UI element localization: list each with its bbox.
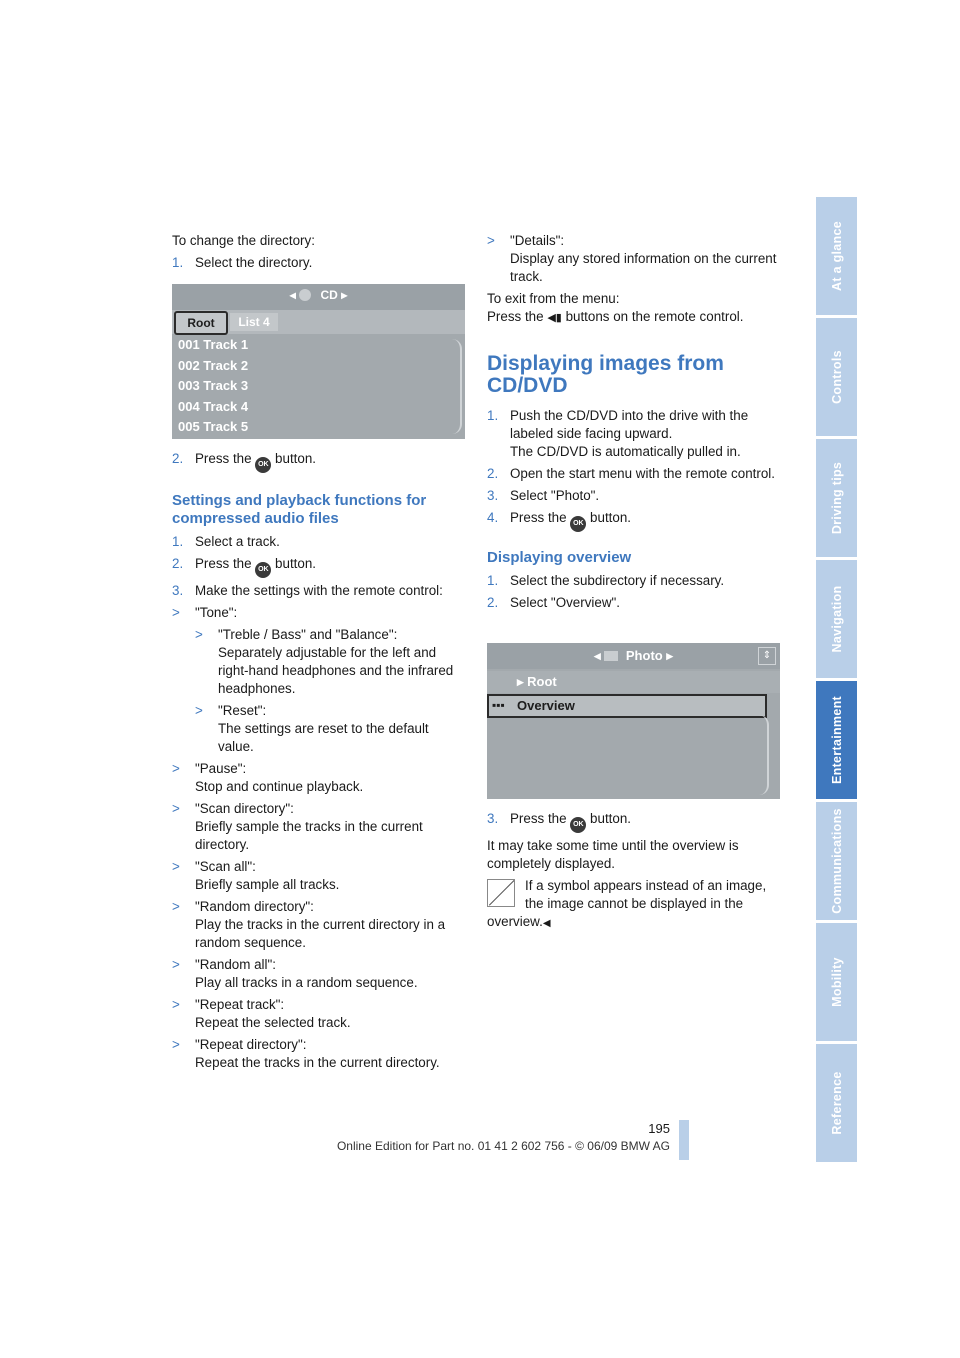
bullet-tone: > "Tone": (172, 605, 238, 620)
note-overview-time: It may take some time until the overview is completely displayed. (487, 838, 739, 871)
bullet-scan-directory: > "Scan directory": Briefly sample the tracks in the current directory. (172, 801, 423, 852)
tab-at-a-glance[interactable]: At a glance (816, 197, 857, 315)
bullet-pause: > "Pause": Stop and continue playback. (172, 761, 364, 794)
tab-reference[interactable]: Reference (816, 1044, 857, 1162)
track-row[interactable]: 003 Track 3 (178, 378, 249, 393)
bullet-random-directory: > "Random directory": Play the tracks in the current directory in a random sequence. (172, 899, 446, 950)
column-right-rest (487, 810, 782, 933)
subheading-overview: Displaying overview (487, 549, 632, 566)
overview-step-2: 2. Select "Overview". (487, 595, 620, 610)
photo-icon (604, 651, 618, 661)
sub-bullet-reset: > "Reset": The settings are reset to the default value. (195, 703, 429, 754)
image-step-3: 3. Select "Photo". (487, 488, 600, 503)
track-row[interactable]: 002 Track 2 (178, 358, 249, 373)
right-arrow-icon: ▸ (341, 288, 348, 302)
bullet-repeat-track: > "Repeat track": Repeat the selected track. (172, 997, 351, 1030)
overview-step-1: 1. Select the subdirectory if necessary. (487, 573, 725, 588)
ok-button-icon: OK (255, 457, 271, 473)
tab-communications[interactable]: Communications (816, 802, 857, 920)
screen-header: ◂ Photo ▸ (594, 648, 673, 663)
settings-step-1: 1. Select a track. (172, 534, 280, 549)
intro-text: To change the directory: (172, 233, 315, 248)
step-2: 2. Press the OK button. (172, 450, 467, 473)
root-row[interactable]: ▸ Root (487, 671, 780, 693)
exit-intro: To exit from the menu: (487, 291, 620, 306)
bullet-random-all: > "Random all": Play all tracks in a random sequence. (172, 957, 418, 990)
tab-driving-tips[interactable]: Driving tips (816, 439, 857, 557)
grid-icon: ▪▪▪ (492, 698, 505, 712)
screen-header: ◂ CD ▸ (289, 288, 348, 302)
overview-step-3: 3. Press the OK button. (487, 810, 782, 833)
column-right (487, 232, 782, 612)
section-heading-compressed: Settings and playback functions for compressed audio files (172, 492, 427, 527)
breadcrumb-root[interactable]: Root (174, 311, 228, 335)
image-step-4: 4. Press the OK button. (487, 509, 782, 532)
photo-overview-screen (487, 643, 780, 799)
scroll-arc (452, 339, 462, 434)
overview-row-selected[interactable]: ▪▪▪ Overview (487, 694, 767, 718)
track-row[interactable]: 001 Track 1 (178, 337, 249, 352)
footer-marker (679, 1120, 689, 1160)
cd-directory-screen (172, 284, 465, 439)
exit-instruction: Press the ◀▮ buttons on the remote control. (487, 309, 744, 324)
column-left (172, 232, 467, 272)
note-icon (487, 879, 515, 907)
note-symbol: If a symbol appears instead of an image, the image cannot be displayed in the overview.◀ (487, 878, 767, 929)
bullet-scan-all: > "Scan all": Briefly sample all tracks. (172, 859, 340, 892)
ok-button-icon: OK (255, 562, 271, 578)
settings-step-3: 3. Make the settings with the remote control: (172, 583, 443, 598)
scroll-arc (759, 715, 769, 795)
bullet-repeat-directory: > "Repeat directory": Repeat the tracks in the current directory. (172, 1037, 440, 1070)
right-arrow-icon: ▸ (666, 648, 673, 663)
image-step-2: 2. Open the start menu with the remote control. (487, 466, 775, 481)
image-step-1: 1. Push the CD/DVD into the drive with the labeled side facing upward. The CD/DVD is automatically pulled in. (487, 408, 749, 459)
page-number: 195 (648, 1121, 670, 1136)
cd-icon (299, 289, 311, 301)
left-arrow-icon: ◂ (594, 648, 601, 663)
track-row[interactable]: 004 Track 4 (178, 399, 249, 414)
left-arrow-icon: ◂ (289, 288, 296, 302)
tab-controls[interactable]: Controls (816, 318, 857, 436)
step-1: 1. Select the directory. (172, 255, 313, 270)
tab-entertainment[interactable]: Entertainment (816, 681, 857, 799)
scroll-updown-icon[interactable]: ⇕ (758, 647, 776, 665)
sub-bullet-treble-bass: > "Treble / Bass" and "Balance": Separately adjustable for the left and right-hand headphones and the infrared headphones. (195, 627, 454, 696)
section-heading-images: Displaying images from CD/DVD (487, 352, 724, 397)
back-arrow-icon: ◀▮ (547, 312, 562, 324)
bullet-details: > "Details": Display any stored information on the current track. (487, 233, 777, 284)
ok-button-icon: OK (570, 817, 586, 833)
section-tabs (816, 197, 857, 1165)
column-left-rest (172, 450, 467, 1072)
breadcrumb-list[interactable]: List 4 (230, 313, 278, 331)
tab-mobility[interactable]: Mobility (816, 923, 857, 1041)
track-row[interactable]: 005 Track 5 (178, 419, 249, 434)
settings-step-2: 2. Press the OK button. (172, 555, 467, 578)
ok-button-icon: OK (570, 516, 586, 532)
tab-navigation[interactable]: Navigation (816, 560, 857, 678)
footer-text: Online Edition for Part no. 01 41 2 602 756 - © 06/09 BMW AG (336, 1139, 670, 1153)
